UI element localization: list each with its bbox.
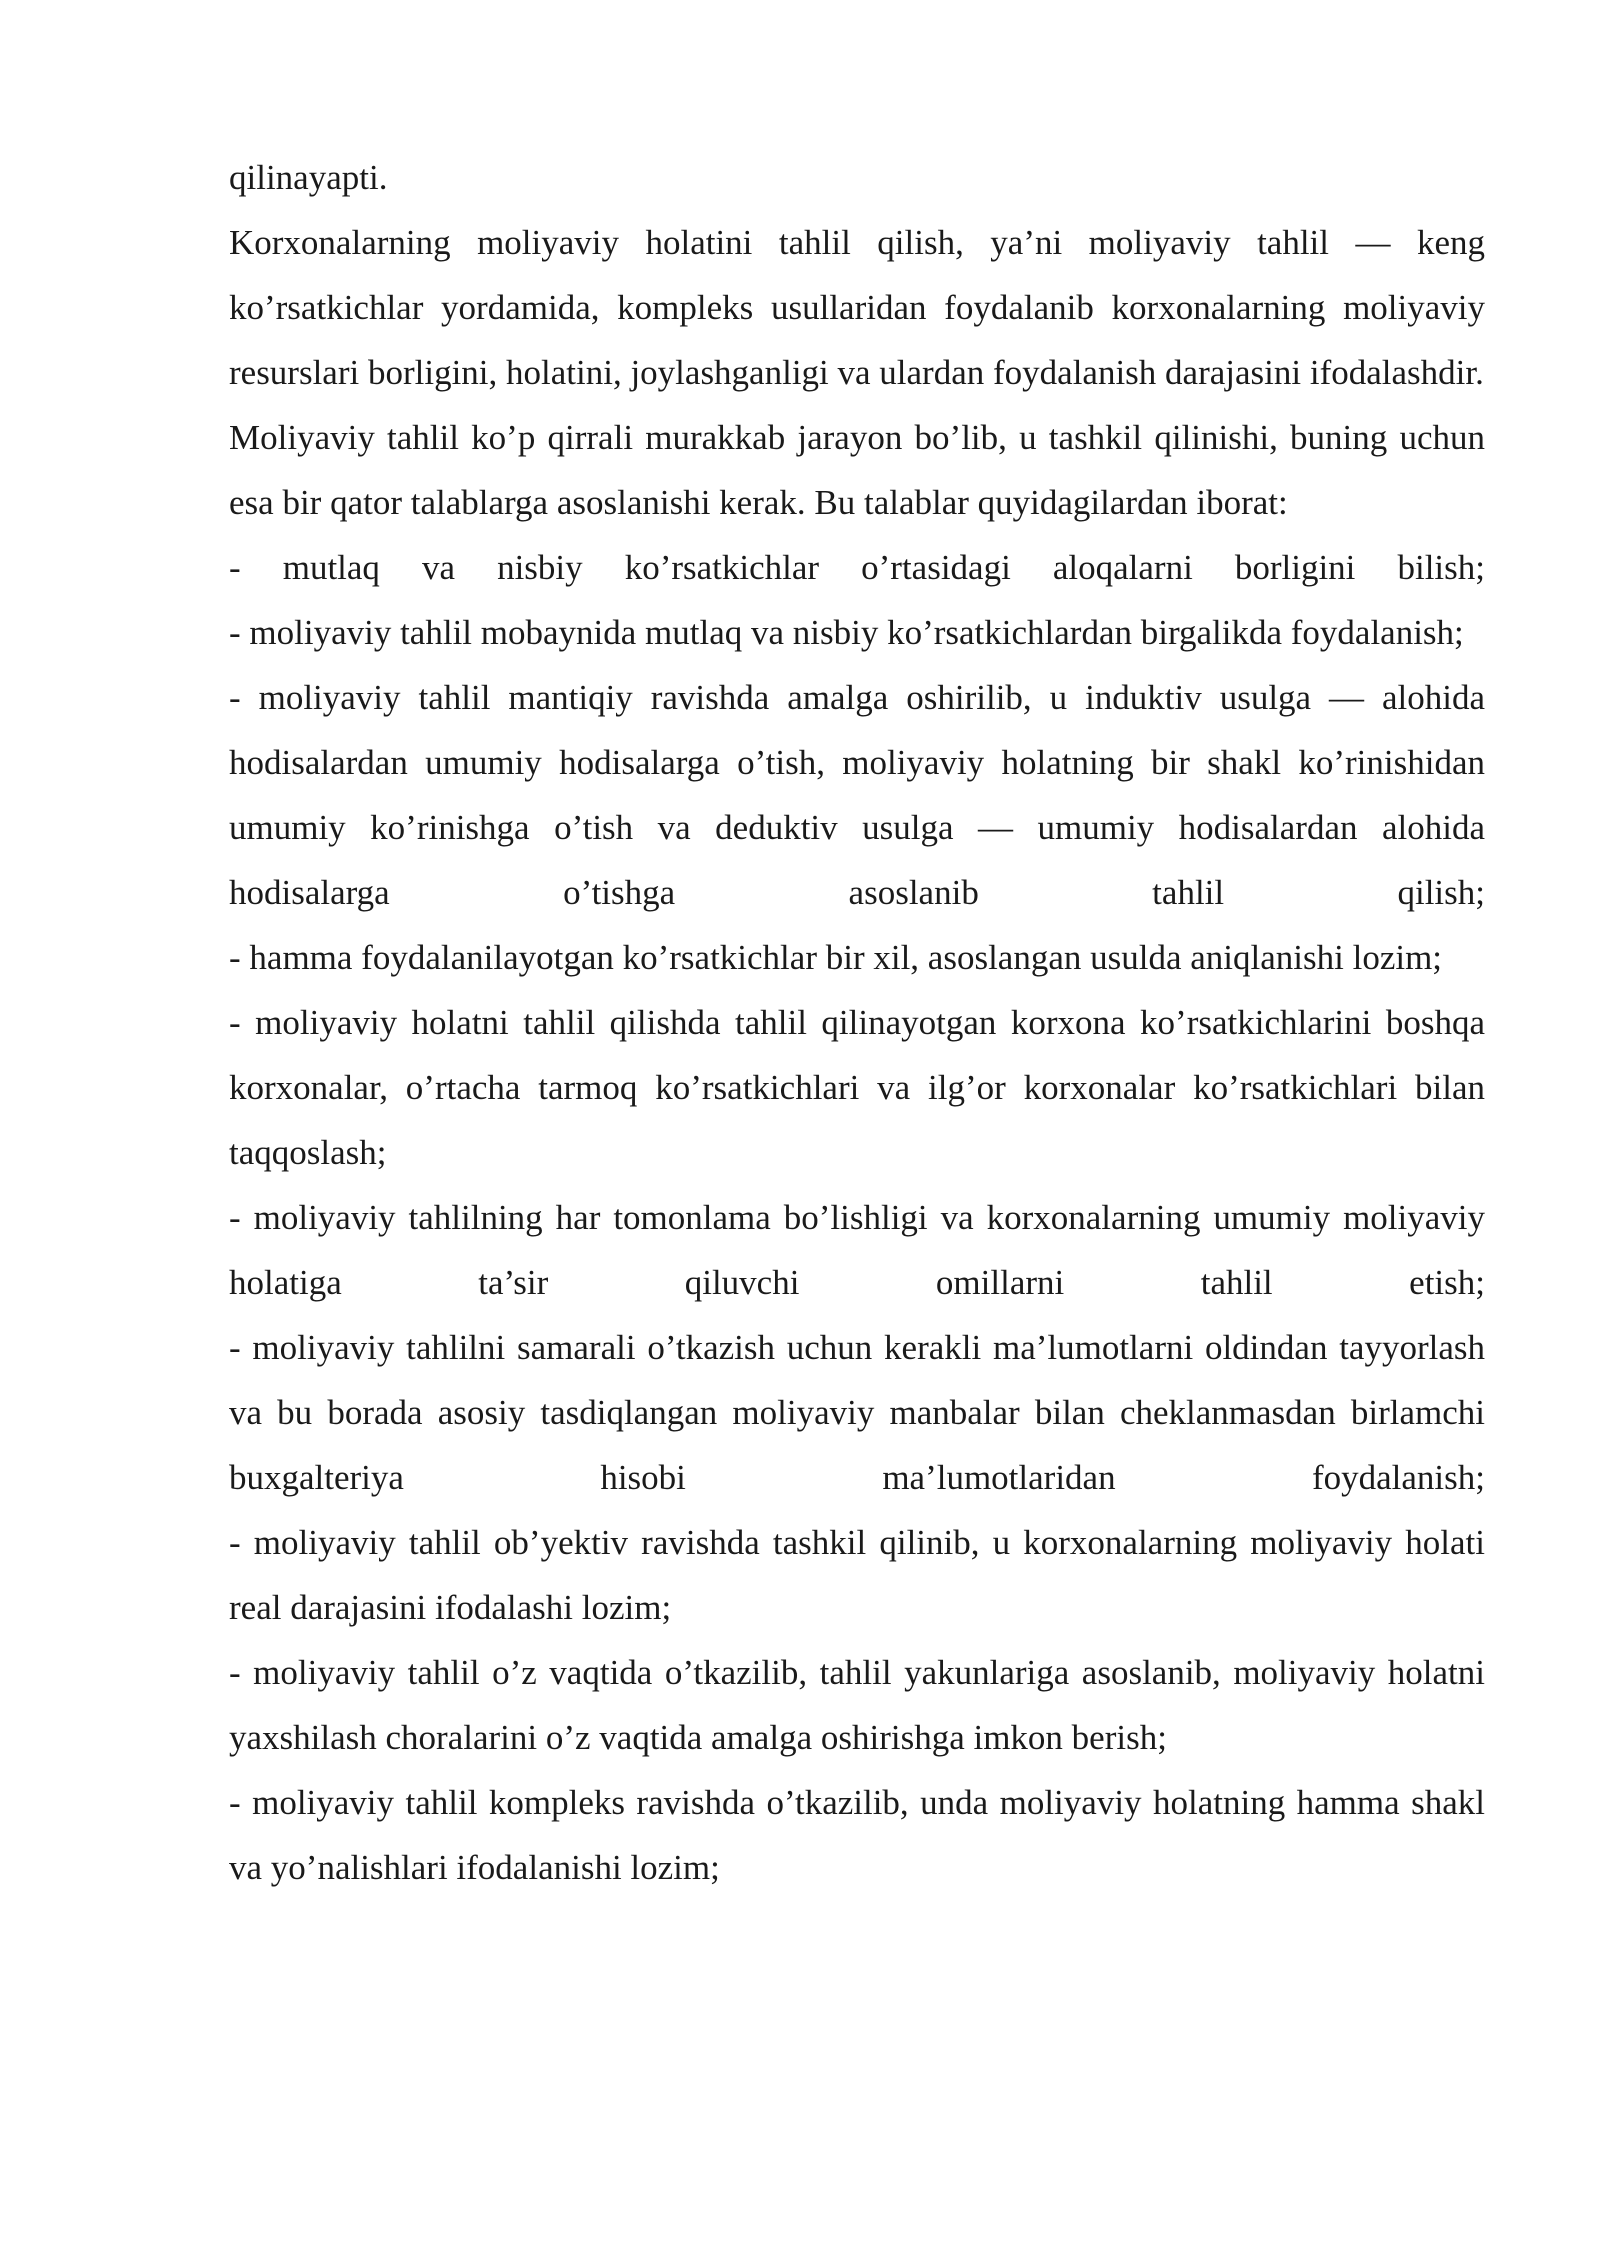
paragraph-definition: Korxonalarning moliyaviy holatini tahlil qilish, ya’ni moliyaviy tahlil — keng ko’rsatkichlar yordamida, kompleks usullaridan foydalanib korxonalarning moliyaviy resurslari borligini, holatini, joylashganligi va ulardan foydalanish darajasini ifodalashdir.	[229, 223, 1485, 392]
list-item: - moliyaviy tahlil kompleks ravishda o’tkazilib, unda moliyaviy holatning hamma shakl va yo’nalishlari ifodalanishi lozim;	[229, 1783, 1485, 1887]
list-item: - mutlaq va nisbiy ko’rsatkichlar o’rtasidagi aloqalarni borligini bilish;	[229, 548, 1485, 587]
list-item: - moliyaviy tahlil mobaynida mutlaq va nisbiy ko’rsatkichlardan birgalikda foydalanish;	[229, 613, 1464, 652]
list-item: - moliyaviy tahlilning har tomonlama bo’lishligi va korxonalarning umumiy moliyaviy holatiga ta’sir qiluvchi omillarni tahlil etish;	[229, 1198, 1485, 1302]
list-item: - moliyaviy tahlil ob’yektiv ravishda tashkil qilinib, u korxonalarning moliyaviy holati real darajasini ifodalashi lozim;	[229, 1523, 1485, 1627]
paragraph-continuation: qilinayapti.	[229, 158, 388, 197]
list-item: - moliyaviy tahlilni samarali o’tkazish uchun kerakli ma’lumotlarni oldindan tayyorlash va bu borada asosiy tasdiqlangan moliyaviy manbalar bilan cheklanmasdan birlamchi buxgalteriya hisobi ma’lumotlaridan foydalanish;	[229, 1328, 1485, 1497]
list-item: - moliyaviy holatni tahlil qilishda tahlil qilinayotgan korxona ko’rsatkichlarini boshqa korxonalar, o’rtacha tarmoq ko’rsatkichlari va ilg’or korxonalar ko’rsatkichlari bilan taqqoslash;	[229, 1003, 1485, 1172]
list-item: - moliyaviy tahlil mantiqiy ravishda amalga oshirilib, u induktiv usulga — alohida hodisalardan umumiy hodisalarga o’tish, moliyaviy holatning bir shakl ko’rinishidan umumiy ko’rinishga o’tish va deduktiv usulga — umumiy hodisalardan alohida hodisalarga o’tishga asoslanib tahlil qilish;	[229, 678, 1485, 912]
list-item: - moliyaviy tahlil o’z vaqtida o’tkazilib, tahlil yakunlariga asoslanib, moliyaviy holatni yaxshilash choralarini o’z vaqtida amalga oshirishga imkon berish;	[229, 1653, 1485, 1757]
list-item: - hamma foydalanilayotgan ko’rsatkichlar bir xil, asoslangan usulda aniqlanishi lozim;	[229, 938, 1443, 977]
paragraph-requirements-intro: Moliyaviy tahlil ko’p qirrali murakkab jarayon bo’lib, u tashkil qilinishi, buning uchun esa bir qator talablarga asoslanishi kerak. Bu talablar quyidagilardan iborat:	[229, 418, 1485, 522]
body-text	[229, 145, 1485, 1900]
